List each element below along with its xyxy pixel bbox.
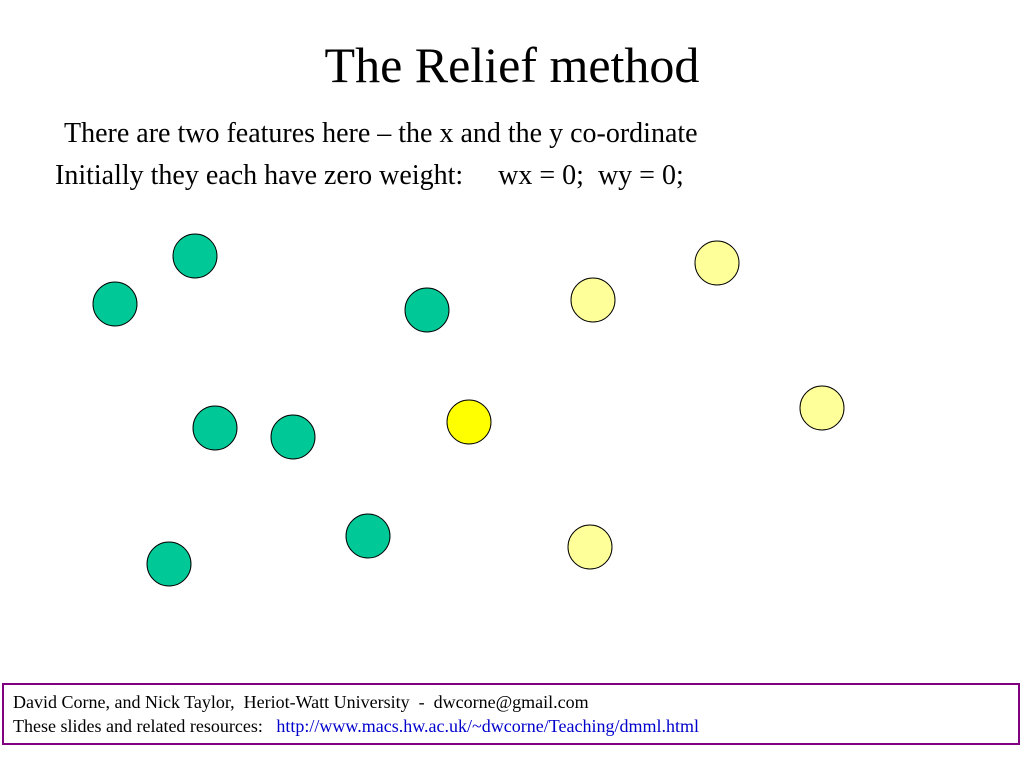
green-point [147, 542, 191, 586]
body-text-line-1: There are two features here – the x and the y co-ordinate [64, 118, 698, 149]
yellow-point [800, 386, 844, 430]
green-point [193, 406, 237, 450]
weights-label: Initially they each have zero weight: [55, 160, 464, 191]
yellow-point [571, 278, 615, 322]
yellow-point [695, 241, 739, 285]
footer [2, 683, 1020, 745]
resources-label: These slides and related resources: [13, 716, 263, 736]
green-point [173, 234, 217, 278]
yellow-point [568, 525, 612, 569]
weights-values: wx = 0; wy = 0; [498, 160, 684, 191]
green-point [346, 514, 390, 558]
selected-yellow-point [447, 400, 491, 444]
green-point [271, 415, 315, 459]
green-point [405, 288, 449, 332]
footer-resources [13, 714, 1018, 738]
resources-link[interactable]: http://www.macs.hw.ac.uk/~dwcorne/Teaching/dmml.html [276, 716, 699, 736]
green-point [93, 282, 137, 326]
footer-credits: David Corne, and Nick Taylor, Heriot-Watt University - dwcorne@gmail.com [13, 692, 589, 712]
slide-title: The Relief method [324, 37, 700, 93]
